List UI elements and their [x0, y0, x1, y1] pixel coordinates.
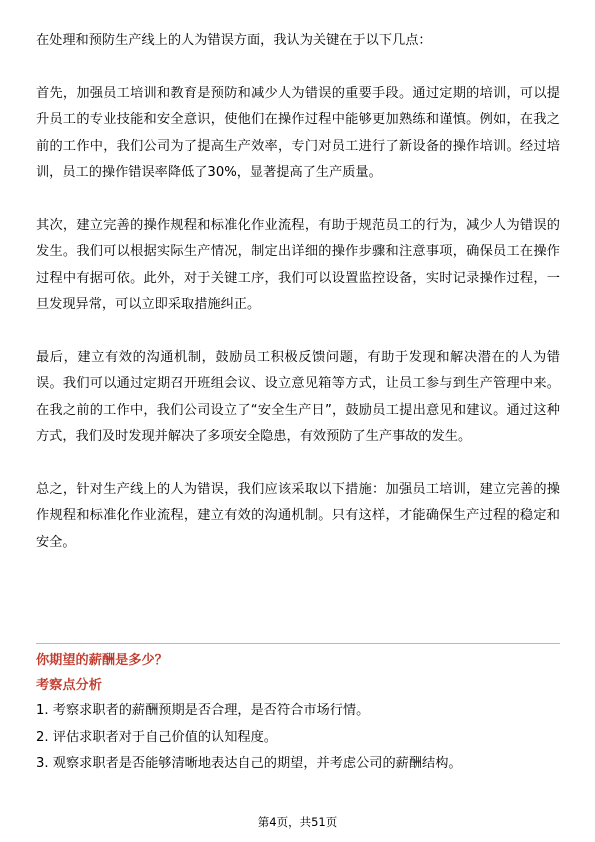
paragraph-gap	[36, 187, 560, 213]
question-section	[36, 648, 560, 778]
page-number: 第4页，共51页	[257, 815, 338, 829]
intro-paragraph: 在处理和预防生产线上的人为错误方面，我认为关键在于以下几点：	[36, 33, 432, 48]
paragraph-gap	[36, 55, 560, 81]
section-divider	[36, 643, 560, 644]
paragraph-gap	[36, 451, 560, 477]
answer-body	[36, 28, 560, 556]
analysis-point: 2. 评估求职者对于自己价值的认知程度。	[36, 729, 277, 745]
analysis-point: 1. 考察求职者的薪酬预期是否合理，是否符合市场行情。	[36, 703, 370, 718]
paragraph-procedures: 其次，建立完善的操作规程和标准化作业流程，有助于规范员工的行为，减少人为错误的发生。我们可以根据实际生产情况，制定出详细的操作步骤和注意事项，确保员工在操作过程中有据可依。此外，对于关键工序，我们可以设置监控设备，实时记录操作过程，一旦发现异常，可以立即采取措施纠正。	[36, 217, 560, 312]
paragraph-training: 首先，加强员工培训和教育是预防和减少人为错误的重要手段。通过定期的培训，可以提升员工的专业技能和安全意识，使他们在操作过程中能够更加熟练和谨慎。例如，在我之前的工作中，我们公司为了提高生产效率，专门对员工进行了新设备的操作培训。经过培训，员工的操作错误率降低了30%，显著提高了生产质量。	[36, 85, 560, 180]
paragraph-summary: 总之，针对生产线上的人为错误，我们应该采取以下措施：加强员工培训，建立完善的操作规程和标准化作业流程，建立有效的沟通机制。只有这样，才能确保生产过程的稳定和安全。	[36, 481, 560, 550]
question-title: 你期望的薪酬是多少？	[36, 653, 168, 668]
analysis-point: 3. 观察求职者是否能够清晰地表达自己的期望，并考虑公司的薪酬结构。	[36, 756, 462, 771]
analysis-heading: 考察点分析	[36, 678, 102, 693]
paragraph-gap	[36, 319, 560, 345]
paragraph-communication: 最后，建立有效的沟通机制，鼓励员工积极反馈问题，有助于发现和解决潜在的人为错误。我们可以通过定期召开班组会议、设立意见箱等方式，让员工参与到生产管理中来。在我之前的工作中，我们公司设立了“安全生产日”，鼓励员工提出意见和建议。通过这种方式，我们及时发现并解决了多项安全隐患，有效预防了生产事故的发生。	[36, 349, 560, 444]
